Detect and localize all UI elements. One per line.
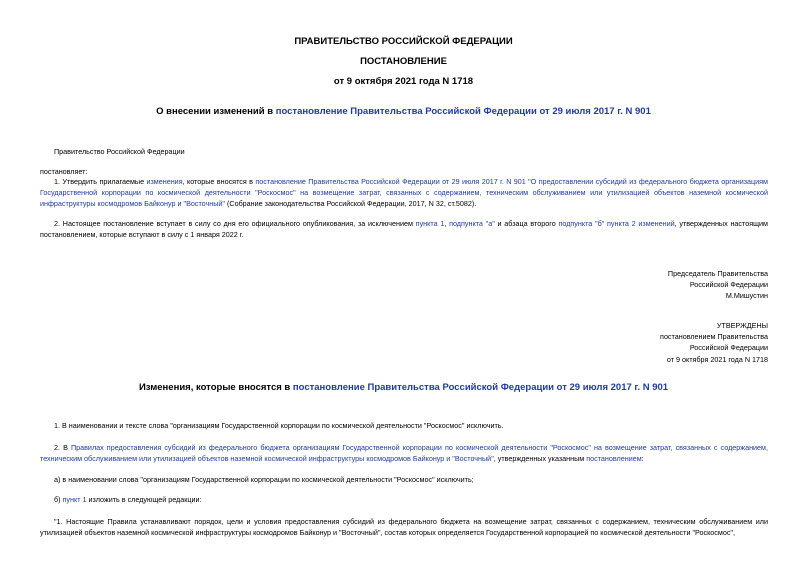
subpoint-a-link[interactable]: подпункта "а" [449,219,495,228]
approved-block [660,320,768,365]
changes-title-link[interactable]: постановление Правительства Российской Федерации от 29 июля 2017 г. N 901 [292,382,669,393]
rules-link[interactable]: Правилах предоставления субсидий из федерального бюджета организациям Государственной корпорации по космической деятельности "Роскосмос" на возмещение затрат, связанных с содержанием, техническим обслуживанием или утилизацией объектов наземной космической инфраструктуры космодромов Байконур и "Восточный" [40,443,768,464]
point-1-link[interactable]: пункта 1 [415,219,445,228]
signature-line-1: Председатель Правительства [667,269,768,278]
item-2-text-a: 2. Настоящее постановление вступает в силу со дня его официального опубликования, за исключением [54,219,416,228]
date-number-heading: от 9 октября 2021 года N 1718 [333,76,474,87]
changes-title-prefix: Изменения, которые вносятся в [138,382,293,393]
changes-item-2a: а) в наименовании слова "организациям Государственной корпорации по космической деятельности "Роскосмос" исключить; [54,475,474,484]
changes-item-2b-text-b: изложить в следующей редакции: [86,495,202,504]
approved-line-3: Российской Федерации [689,343,768,353]
item-1-text-b: , которые вносятся в [182,177,256,186]
changes-item-2-text-c: : [641,454,644,464]
changes-item-2-text-a: 2. В [54,443,71,452]
changes-item-2 [40,442,768,464]
decrees-paragraph: постановляет: [40,167,88,176]
decree-901-link[interactable]: постановление Правительства Российской Федерации от 29 июля 2017 г. N 901 "О предоставлении субсидий из федерального бюджета организациям Государственной корпорации по космической деятельности "Роскосмос" на возмещение затрат, связанных с содержанием, техническим обслуживанием или утилизацией объектов наземной космической инфраструктуры космодромов Байконур и "Восточный" [40,177,768,209]
item-2-text-c: и абзаца второго [494,219,559,228]
changes-title [0,382,807,393]
item-2-text-b: , [444,219,450,228]
item-2-text-d: , утвержденных настоящим постановлением, которые вступают в силу с 1 января 2022 г. [40,219,768,240]
point-1-ref-link[interactable]: пункт 1 [62,495,87,504]
approved-line-2: постановлением Правительства [660,332,768,342]
title-prefix: О внесении изменений в [156,106,276,117]
approved-line-4: от 9 октября 2021 года N 1718 [666,354,768,364]
decree-link[interactable]: постановлением [586,454,642,464]
signature-line-3: М.Мишустин [725,291,768,301]
quote-paragraph: "1. Настоящие Правила устанавливают порядок, цели и условия предоставления субсидий из федерального бюджета на возмещение затрат, связанных с содержанием, техническим обслуживанием или утилизацией объектов наземной космической инфраструктуры космодромов Байконур и "Восточный", состав которых определяется Государственной корпорацией по космической деятельности "Роскосмос", [40,517,768,538]
item-1-paragraph [40,176,768,210]
government-heading: ПРАВИТЕЛЬСТВО РОССИЙСКОЙ ФЕДЕРАЦИИ [294,36,513,47]
title-link[interactable]: постановление Правительства Российской Федерации от 29 июля 2017 г. N 901 [275,106,651,117]
signature-block [668,268,768,302]
signature-line-2: Российской Федерации [689,280,768,290]
issuer-paragraph: Правительство Российской Федерации [54,147,185,156]
approved-line-1: УТВЕРЖДЕНЫ [716,321,768,330]
document-title [0,106,807,117]
item-1-text-a: 1. Утвердить прилагаемые [54,177,147,186]
doc-type-heading: ПОСТАНОВЛЕНИЕ [360,56,447,67]
changes-item-1: 1. В наименовании и тексте слова "организациям Государственной корпорации по космической деятельности "Роскосмос" исключить. [54,421,504,430]
changes-link[interactable]: изменения [146,177,183,186]
changes-item-2-text-b: , утвержденных указанным [493,454,587,464]
item-1-text-c: (Собрание законодательства Российской Федерации, 2017, N 32, ст.5082). [224,199,477,209]
item-2-paragraph [40,218,768,240]
changes-item-2b-text-a: б) [54,495,63,504]
changes-item-2b [40,494,768,505]
subpoint-b-link[interactable]: подпункта "б" пункта 2 изменений [558,219,675,228]
